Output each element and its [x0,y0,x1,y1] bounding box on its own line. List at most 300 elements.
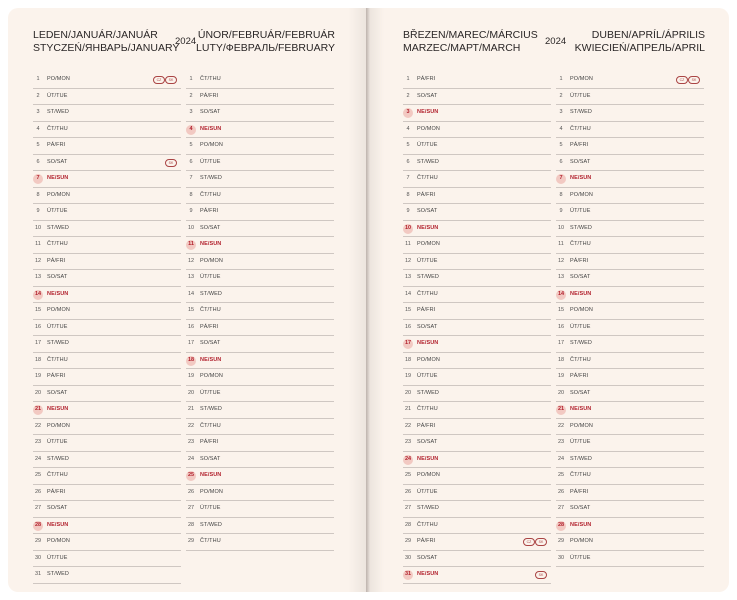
day-row [186,534,334,551]
day-number: 8 [559,191,563,198]
february-day-list [186,72,334,551]
day-row [403,485,551,502]
day-name: ST/WED [417,274,439,280]
day-row [33,105,181,122]
day-number: 15 [404,307,412,313]
day-number: 22 [187,422,195,429]
day-row [33,237,181,254]
day-row [403,287,551,304]
day-row [33,320,181,337]
day-number: 21 [557,406,565,412]
day-number: 16 [187,323,195,330]
day-row [403,518,551,535]
day-name: ÚT/TUE [47,92,68,99]
day-row [186,138,334,155]
march-day-list [403,72,551,584]
day-row [403,171,551,188]
day-row [403,402,551,419]
day-row [33,534,181,551]
day-row [556,501,704,518]
day-name: SO/SAT [570,274,591,280]
day-row [403,105,551,122]
day-row [33,303,181,320]
day-name: SO/SAT [47,158,68,165]
day-name: ÚT/TUE [200,158,221,165]
day-row [33,518,181,535]
day-number: 17 [557,340,565,346]
day-number: 15 [34,307,42,313]
day-number: 20 [187,389,195,396]
day-row [33,369,181,386]
day-name: ČT/THU [47,356,68,363]
day-row [33,122,181,139]
february-header [196,29,335,55]
day-row [556,419,704,436]
day-number: 20 [404,389,412,396]
day-number: 18 [187,356,195,363]
day-number: 2 [559,92,563,99]
day-row [186,353,334,370]
day-name: ÚT/TUE [417,142,438,148]
day-number: 23 [557,439,565,445]
day-number: 27 [557,505,565,511]
day-number: 3 [406,109,410,115]
day-name: SO/SAT [417,439,438,445]
day-row [403,188,551,205]
day-name: ČT/THU [47,472,68,478]
day-row [403,468,551,485]
day-row [403,303,551,320]
day-name: SO/SAT [570,505,591,511]
day-number: 6 [406,158,410,165]
day-name: ST/WED [570,455,592,462]
day-name: NE/SUN [200,125,222,132]
day-number: 8 [406,191,410,198]
day-number: 14 [187,290,195,297]
day-number: 30 [557,554,565,561]
day-number: 1 [559,76,563,82]
day-row [556,435,704,452]
day-row [556,171,704,188]
day-row [403,237,551,254]
day-row [33,551,181,568]
day-number: 7 [559,175,563,181]
day-number: 2 [189,92,193,99]
day-name: SO/SAT [417,92,438,99]
april-title: DUBEN/APRÍL/ÁPRILIS [591,29,705,41]
day-name: ÚT/TUE [47,554,68,561]
day-number: 24 [34,455,42,462]
day-row [186,287,334,304]
day-number: 24 [187,455,195,462]
page-shadow [370,8,384,592]
day-name: NE/SUN [417,109,439,115]
day-name: ST/WED [570,340,592,346]
day-number: 7 [406,175,410,181]
day-row [186,237,334,254]
day-row [33,501,181,518]
day-number: 6 [36,158,40,165]
day-number: 27 [404,505,412,511]
day-name: PÁ/FRI [200,323,219,330]
january-header [33,29,179,55]
day-name: NE/SUN [570,521,592,528]
day-row [33,353,181,370]
day-name: ČT/THU [417,521,438,528]
day-number: 29 [557,538,565,544]
day-row [186,221,334,238]
day-row [556,204,704,221]
day-name: PÁ/FRI [47,373,66,379]
day-row [186,320,334,337]
day-number: 11 [35,241,41,247]
day-name: PÁ/FRI [47,257,66,264]
day-row [186,122,334,139]
day-number: 25 [187,472,195,478]
day-row [403,567,551,584]
day-number: 24 [404,455,412,462]
day-number: 9 [406,208,410,214]
day-number: 30 [404,554,412,561]
day-name: NE/SUN [200,356,222,363]
holiday-badge-icon: CZ [153,76,165,84]
day-row [186,303,334,320]
day-row [186,419,334,436]
day-name: ÚT/TUE [200,274,221,280]
day-number: 28 [404,521,412,528]
holiday-badge-icon: SK [165,159,177,167]
day-name: PÁ/FRI [417,307,436,313]
day-number: 29 [187,538,195,544]
day-name: ÚT/TUE [200,389,221,396]
day-row [403,221,551,238]
day-number: 28 [557,521,565,528]
day-row [186,386,334,403]
day-row [186,369,334,386]
april-subtitle: KWIECIEŃ/АПРЕЛЬ/APRIL [574,42,705,54]
day-row [33,435,181,452]
day-row [403,386,551,403]
day-row [556,138,704,155]
day-row [186,452,334,469]
day-name: PÁ/FRI [570,257,589,264]
day-number: 5 [559,142,563,148]
day-name: NE/SUN [417,571,439,577]
day-name: PÁ/FRI [200,208,219,214]
day-name: ST/WED [200,175,222,181]
day-row [33,72,181,89]
day-name: ÚT/TUE [570,323,591,330]
day-name: SO/SAT [200,109,221,115]
day-row [33,270,181,287]
day-name: PÁ/FRI [570,488,589,495]
day-row [186,254,334,271]
day-name: ČT/THU [200,422,221,429]
day-number: 11 [405,241,411,247]
day-name: PO/MON [570,538,593,544]
day-name: ÚT/TUE [417,488,438,495]
day-number: 15 [187,307,195,313]
day-number: 12 [187,257,195,264]
day-number: 18 [34,356,42,363]
holiday-badge-icon: SK [688,76,700,84]
day-number: 5 [406,142,410,148]
day-number: 10 [404,224,412,231]
day-number: 5 [189,142,193,148]
day-number: 12 [34,257,42,264]
day-name: NE/SUN [417,455,439,462]
day-name: PO/MON [200,257,223,264]
day-row [556,237,704,254]
day-row [403,419,551,436]
day-number: 10 [34,224,42,231]
day-row [186,468,334,485]
day-row [186,188,334,205]
day-row [186,105,334,122]
day-row [556,287,704,304]
day-number: 24 [557,455,565,462]
day-row [556,122,704,139]
day-row [33,567,181,584]
page-shadow [348,8,366,592]
day-name: SO/SAT [200,455,221,462]
day-number: 13 [557,274,565,280]
day-row [33,221,181,238]
day-number: 3 [189,109,193,115]
day-number: 25 [404,472,412,478]
day-name: SO/SAT [570,389,591,396]
day-name: ČT/THU [200,76,221,82]
day-number: 14 [404,290,412,297]
day-row [556,534,704,551]
day-name: PÁ/FRI [200,439,219,445]
day-number: 3 [559,109,563,115]
day-name: PÁ/FRI [47,488,66,495]
day-name: ÚT/TUE [570,92,591,99]
day-number: 9 [36,208,40,214]
day-number: 30 [34,554,42,561]
day-number: 21 [34,406,42,412]
day-row [556,254,704,271]
day-name: PO/MON [570,422,593,429]
day-number: 23 [187,439,195,445]
day-name: ST/WED [417,505,439,511]
day-row [186,270,334,287]
day-name: ST/WED [47,571,69,577]
day-name: PO/MON [570,191,593,198]
day-name: ST/WED [47,340,69,346]
day-name: ÚT/TUE [47,439,68,445]
day-row [403,353,551,370]
day-name: SO/SAT [47,274,68,280]
day-name: ČT/THU [417,175,438,181]
day-name: PO/MON [417,356,440,363]
day-number: 9 [189,208,193,214]
day-row [403,336,551,353]
day-number: 14 [557,290,565,297]
day-number: 22 [404,422,412,429]
day-number: 12 [557,257,565,264]
day-number: 12 [404,257,412,264]
day-number: 4 [406,125,410,132]
day-name: ČT/THU [570,125,591,132]
day-row [33,171,181,188]
day-row [33,336,181,353]
day-name: PO/MON [417,125,440,132]
day-number: 4 [559,125,563,132]
day-row [403,270,551,287]
day-name: NE/SUN [47,175,69,181]
day-name: ÚT/TUE [200,505,221,511]
day-number: 10 [557,224,565,231]
day-number: 17 [187,340,195,346]
holiday-badge-icon: CZ [523,538,535,546]
day-row [186,485,334,502]
holiday-badge-icon: SK [535,538,547,546]
day-number: 19 [404,373,412,379]
day-number: 6 [189,158,193,165]
holiday-badge-icon: CZ [676,76,688,84]
day-name: ČT/THU [417,290,438,297]
day-row [186,518,334,535]
day-name: ČT/THU [570,241,591,247]
day-name: NE/SUN [47,521,69,528]
day-row [186,402,334,419]
day-name: PO/MON [200,488,223,495]
day-number: 20 [34,389,42,396]
day-number: 31 [34,571,42,577]
day-number: 7 [36,175,40,181]
day-row [33,155,181,172]
year-label: 2024 [545,36,567,47]
day-row [186,435,334,452]
day-name: ST/WED [200,406,222,412]
day-number: 8 [36,191,40,198]
day-row [403,89,551,106]
day-row [403,501,551,518]
day-name: NE/SUN [47,406,69,412]
day-name: ÚT/TUE [570,554,591,561]
day-row [33,386,181,403]
day-number: 22 [34,422,42,429]
day-name: PO/MON [570,307,593,313]
day-row [33,204,181,221]
day-number: 28 [34,521,42,528]
day-name: PO/MON [47,191,70,198]
day-row [556,369,704,386]
day-number: 25 [557,472,565,478]
day-number: 1 [36,76,40,82]
day-number: 4 [36,125,40,132]
day-row [403,72,551,89]
day-row [403,138,551,155]
day-row [556,155,704,172]
day-row [556,386,704,403]
day-row [33,254,181,271]
day-row [186,336,334,353]
day-row [556,105,704,122]
day-number: 2 [36,92,40,99]
day-row [33,468,181,485]
day-number: 19 [34,373,42,379]
day-row [403,369,551,386]
day-number: 13 [34,274,42,280]
january-subtitle: STYCZEŃ/ЯНВАРЬ/JANUARY [33,42,180,54]
day-name: PÁ/FRI [47,142,66,148]
day-name: PÁ/FRI [417,422,436,429]
day-number: 1 [406,76,410,82]
day-name: ST/WED [417,389,439,396]
day-number: 6 [559,158,563,165]
holiday-badge-icon: SK [165,76,177,84]
day-row [403,534,551,551]
march-subtitle: MARZEC/МАРТ/MARCH [403,42,521,54]
day-name: ČT/THU [47,241,68,247]
day-name: PO/MON [200,142,223,148]
day-name: NE/SUN [47,290,69,297]
day-number: 13 [187,274,195,280]
day-row [556,89,704,106]
day-name: PO/MON [47,538,70,544]
right-page [370,8,729,592]
day-number: 8 [189,191,193,198]
day-row [403,254,551,271]
day-row [403,452,551,469]
february-title: ÚNOR/FEBRUÁR/FEBRUÁR [197,29,335,41]
day-name: PO/MON [47,307,70,313]
day-name: ST/WED [47,455,69,462]
day-number: 4 [189,125,193,132]
day-name: ST/WED [200,521,222,528]
day-name: ÚT/TUE [417,373,438,379]
day-row [556,551,704,568]
february-subtitle: LUTY/ФЕВРАЛЬ/FEBRUARY [196,42,335,54]
day-name: ČT/THU [200,307,221,313]
day-row [556,188,704,205]
day-name: SO/SAT [47,505,68,511]
day-row [403,435,551,452]
day-number: 18 [557,356,565,363]
day-name: NE/SUN [200,472,222,478]
day-name: NE/SUN [570,175,592,181]
day-row [556,518,704,535]
day-row [556,221,704,238]
day-name: ČT/THU [200,538,221,544]
day-name: ÚT/TUE [47,208,68,214]
day-number: 9 [559,208,563,214]
day-name: ÚT/TUE [570,439,591,445]
day-name: ST/WED [47,224,69,231]
day-name: NE/SUN [417,340,439,346]
day-row [403,122,551,139]
day-number: 17 [34,340,42,346]
day-number: 27 [187,505,195,511]
day-row [33,287,181,304]
day-number: 28 [187,521,195,528]
day-row [33,138,181,155]
day-row [556,336,704,353]
day-row [403,155,551,172]
day-name: SO/SAT [417,323,438,330]
april-header [575,29,705,55]
day-row [556,320,704,337]
day-row [33,419,181,436]
day-name: NE/SUN [417,224,439,231]
day-name: NE/SUN [570,406,592,412]
day-name: PÁ/FRI [570,142,589,148]
day-number: 19 [557,373,565,379]
day-number: 26 [404,488,412,495]
